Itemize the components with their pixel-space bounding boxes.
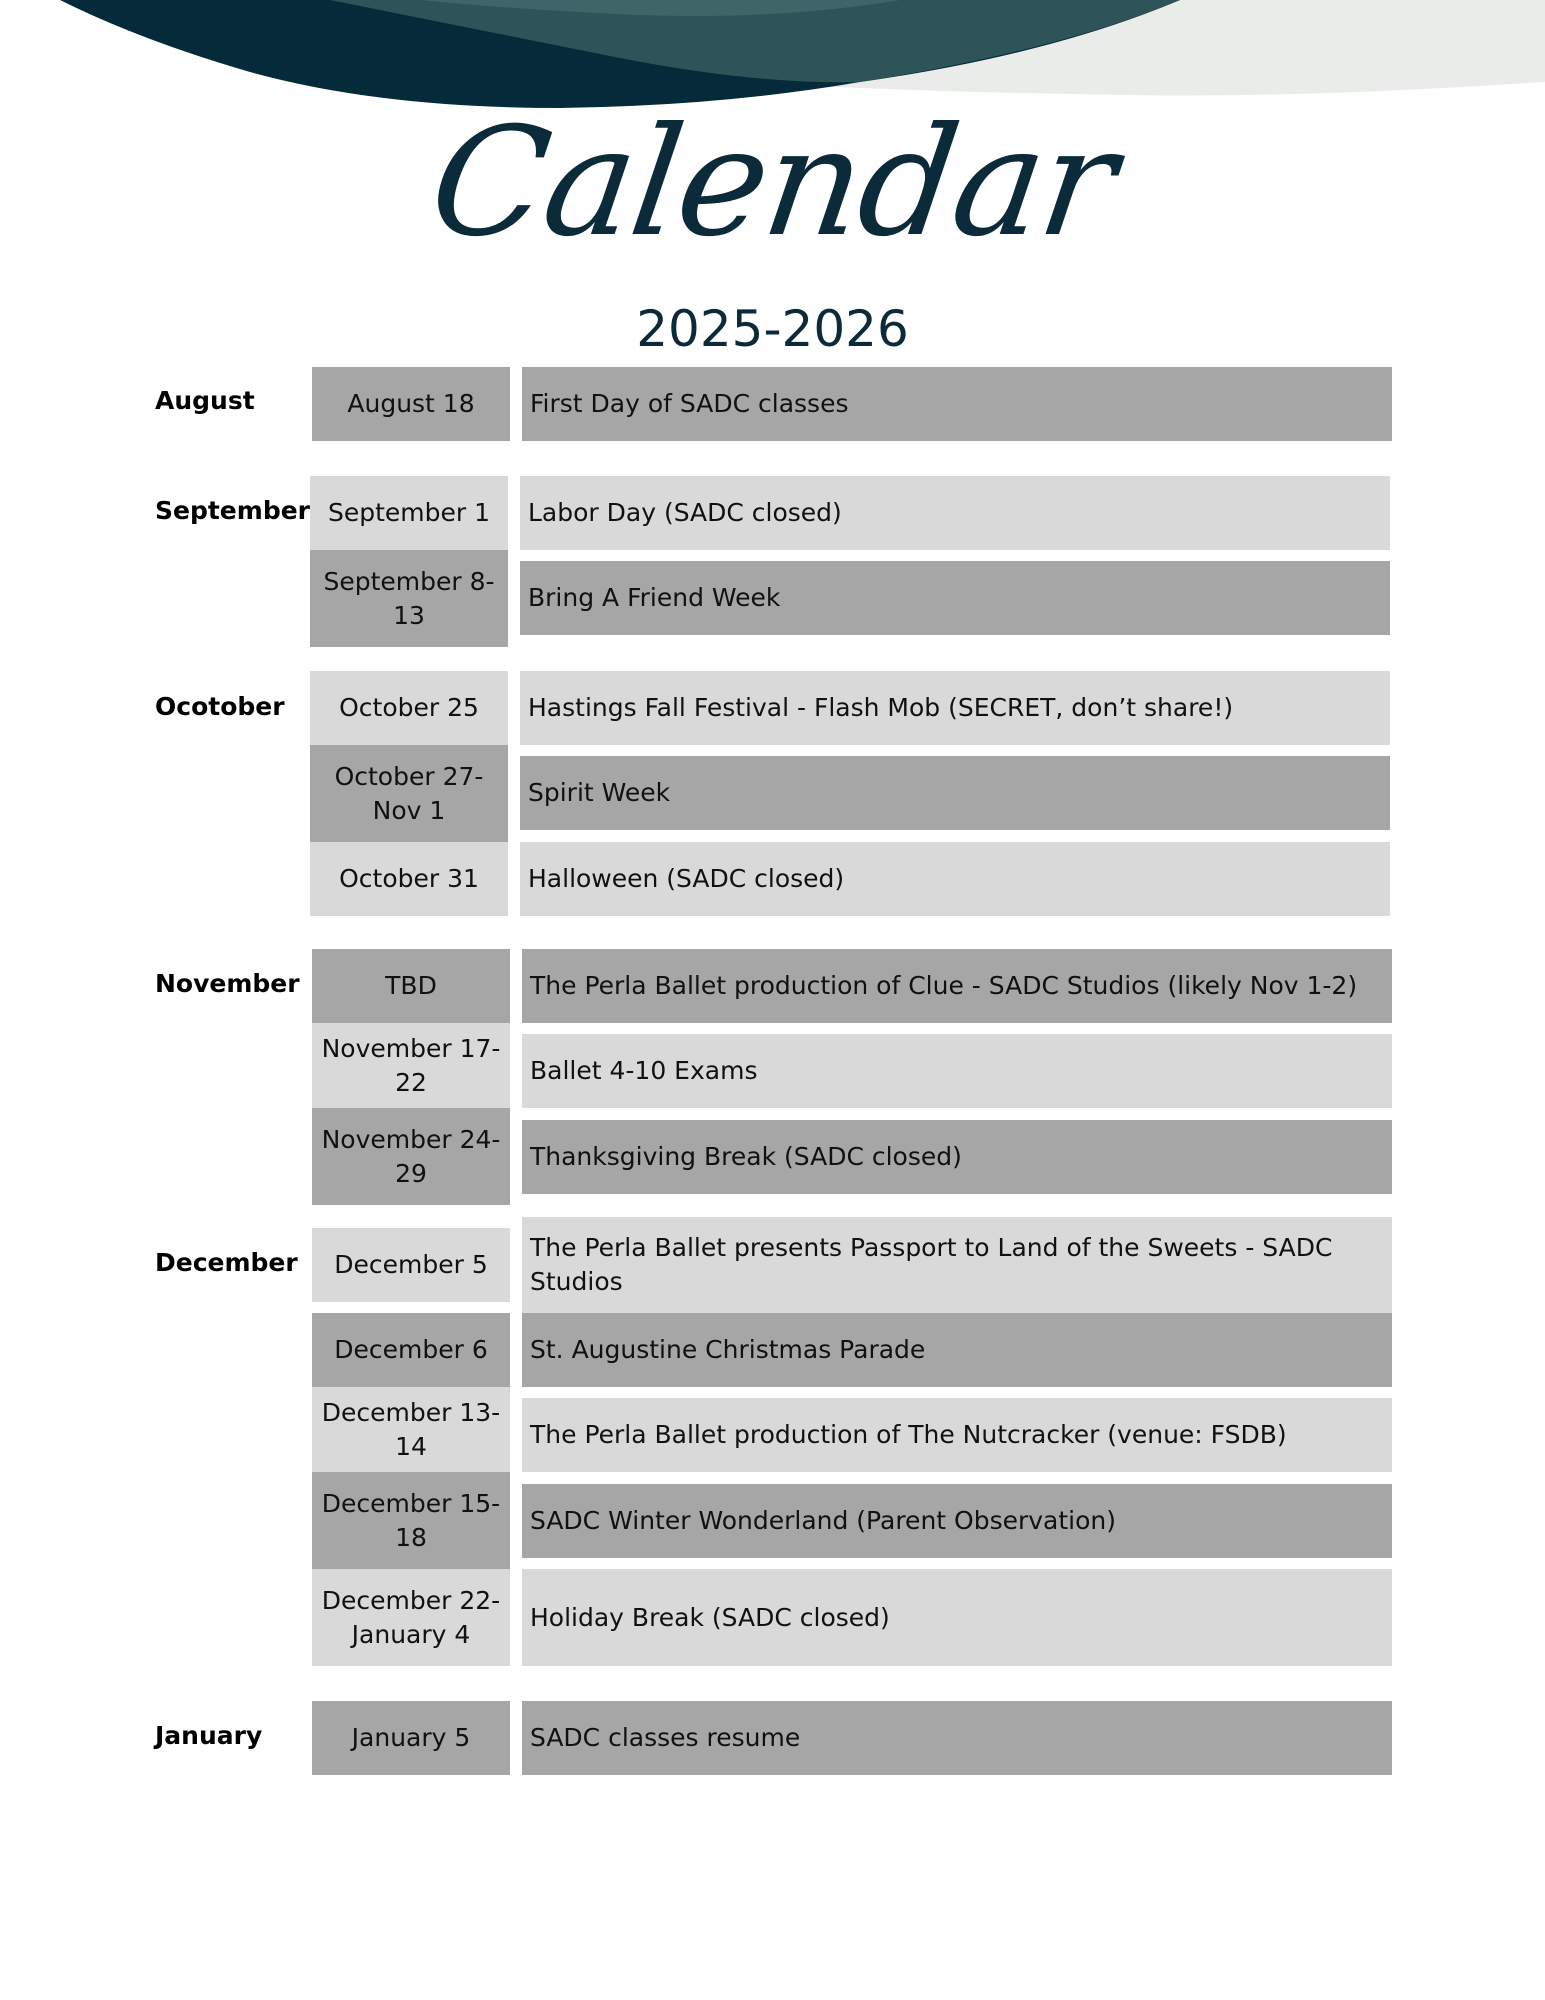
event-description-cell: First Day of SADC classes	[522, 367, 1392, 441]
event-date-cell: December 5	[312, 1228, 510, 1302]
event-description-cell: Holiday Break (SADC closed)	[522, 1569, 1392, 1666]
event-description-cell: The Perla Ballet presents Passport to Land of the Sweets - SADC Studios	[522, 1217, 1392, 1313]
event-date-cell: September 8-13	[310, 550, 508, 647]
event-description-cell: The Perla Ballet production of Clue - SADC Studios (likely Nov 1-2)	[522, 949, 1392, 1023]
event-date-cell: December 22-January 4	[312, 1569, 510, 1666]
event-date-cell: November 24-29	[312, 1108, 510, 1205]
event-date-cell: TBD	[312, 949, 510, 1023]
month-label-december: December	[155, 1248, 298, 1277]
event-description-cell: SADC classes resume	[522, 1701, 1392, 1775]
calendar-year: 2025-2026	[636, 300, 909, 358]
event-description-cell: The Perla Ballet production of The Nutcracker (venue: FSDB)	[522, 1398, 1392, 1472]
event-date-cell: October 25	[310, 671, 508, 745]
month-label-october: Ocotober	[155, 692, 285, 721]
month-label-september: September	[155, 496, 310, 525]
event-date-cell: October 27-Nov 1	[310, 745, 508, 842]
event-date-cell: December 13-14	[312, 1387, 510, 1472]
event-date-cell: September 1	[310, 476, 508, 550]
event-date-cell: January 5	[312, 1701, 510, 1775]
month-label-january: January	[155, 1721, 263, 1750]
event-date-cell: December 6	[312, 1313, 510, 1387]
event-date-cell: October 31	[310, 842, 508, 916]
event-description-cell: SADC Winter Wonderland (Parent Observation)	[522, 1484, 1392, 1558]
event-description-cell: Ballet 4-10 Exams	[522, 1034, 1392, 1108]
event-description-cell: Thanksgiving Break (SADC closed)	[522, 1120, 1392, 1194]
event-description-cell: Halloween (SADC closed)	[520, 842, 1390, 916]
event-date-cell: November 17-22	[312, 1023, 510, 1108]
event-date-cell: August 18	[312, 367, 510, 441]
event-description-cell: Labor Day (SADC closed)	[520, 476, 1390, 550]
event-description-cell: St. Augustine Christmas Parade	[522, 1313, 1392, 1387]
event-date-cell: December 15-18	[312, 1472, 510, 1569]
month-label-november: November	[155, 969, 300, 998]
event-description-cell: Spirit Week	[520, 756, 1390, 830]
event-description-cell: Hastings Fall Festival - Flash Mob (SECRET, don’t share!)	[520, 671, 1390, 745]
calendar-title: Calendar	[420, 96, 1125, 270]
event-description-cell: Bring A Friend Week	[520, 561, 1390, 635]
month-label-august: August	[155, 386, 255, 415]
